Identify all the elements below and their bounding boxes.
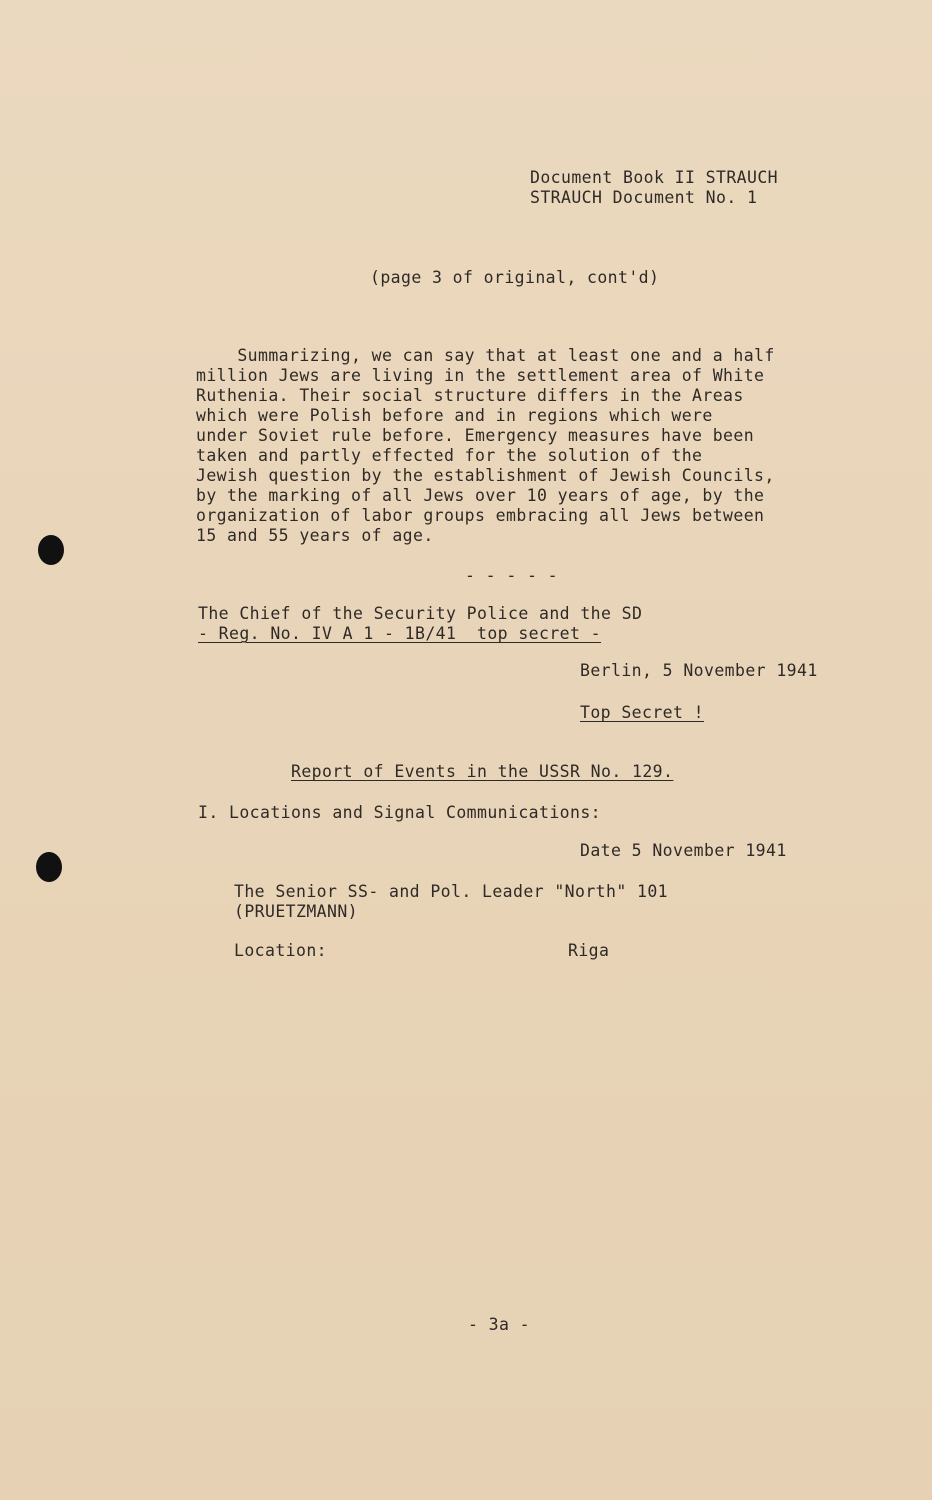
summary-line: Summarizing, we can say that at least one and a half [196, 346, 775, 365]
place-and-date: Berlin, 5 November 1941 [580, 661, 818, 680]
summary-line: million Jews are living in the settlement area of White [196, 366, 765, 385]
summary-paragraph [196, 346, 775, 546]
location-label: Location: [234, 941, 328, 960]
registration-line: - Reg. No. IV A 1 - 1B/41 top secret - [198, 624, 602, 643]
page-reference: (page 3 of original, cont'd) [370, 268, 660, 287]
document-book-line: Document Book II STRAUCH [530, 168, 779, 187]
summary-line: organization of labor groups embracing all Jews between [196, 506, 765, 525]
summary-line: Ruthenia. Their social structure differs in the Areas [196, 386, 744, 405]
summary-line: by the marking of all Jews over 10 years of age, by the [196, 486, 765, 505]
page-number: - 3a - [468, 1315, 531, 1334]
section-separator: - - - - - [465, 566, 559, 585]
summary-line: 15 and 55 years of age. [196, 526, 434, 545]
section-heading: I. Locations and Signal Communications: [198, 803, 602, 822]
date-line: Date 5 November 1941 [580, 841, 787, 860]
summary-line: taken and partly effected for the solution of the [196, 446, 703, 465]
summary-line: Jewish question by the establishment of Jewish Councils, [196, 466, 775, 485]
punch-hole-upper [38, 535, 64, 565]
leader-line: The Senior SS- and Pol. Leader "North" 101 [234, 882, 669, 901]
classification-mark: Top Secret ! [580, 703, 705, 722]
document-number-line: STRAUCH Document No. 1 [530, 188, 758, 207]
summary-line: which were Polish before and in regions which were [196, 406, 713, 425]
punch-hole-lower [36, 852, 62, 882]
location-value: Riga [568, 941, 610, 960]
summary-line: under Soviet rule before. Emergency measures have been [196, 426, 755, 445]
report-title: Report of Events in the USSR No. 129. [291, 762, 674, 781]
leader-name: (PRUETZMANN) [234, 902, 359, 921]
sender-line: The Chief of the Security Police and the SD [198, 604, 643, 623]
